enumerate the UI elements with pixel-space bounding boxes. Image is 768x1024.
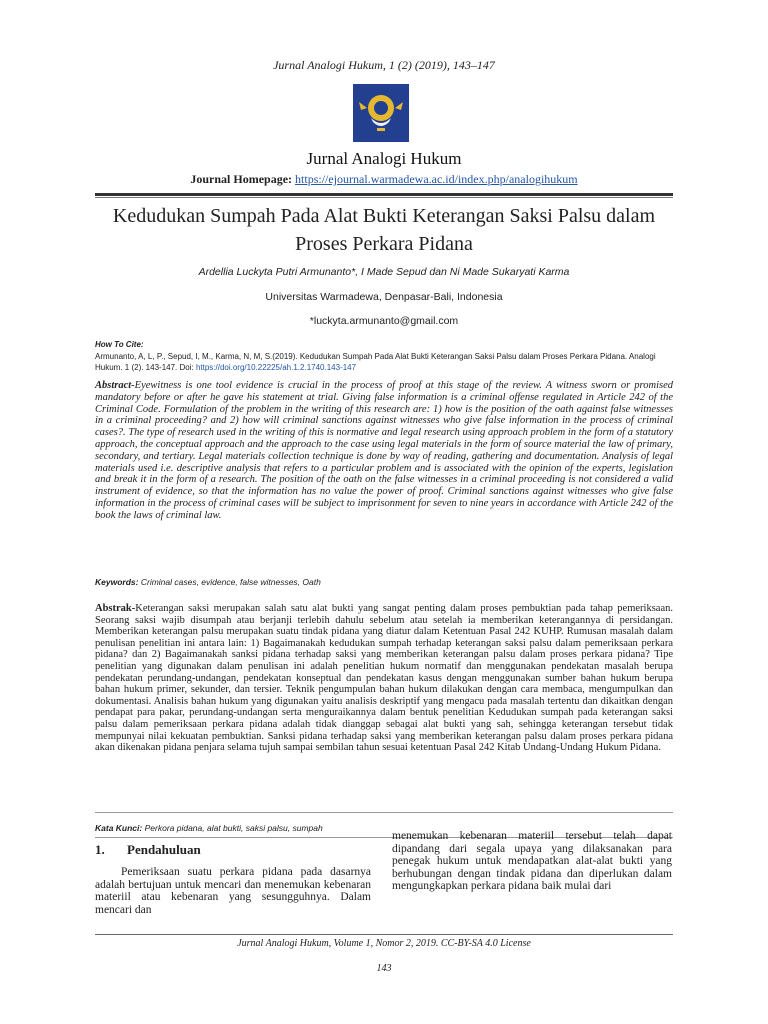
abstract-label: Abstract- [95,380,135,391]
keywords [95,577,321,587]
emblem-icon [353,84,409,142]
kata-kunci-divider-top [95,812,673,813]
page-number: 143 [376,963,392,974]
journal-name: Jurnal Analogi Hukum [306,149,462,168]
body-right-column: menemukan kebenaran materiil tersebut telah dapat dipandang dari segala upaya yang dilaksanakan para penegak hukum untuk mendapatkan alat-alat bukti yang berhubungan dengan tindak pidana dan diperlukan dalam mengungkapkan perkara pidana baik mulai dari [392,830,672,893]
running-head: Jurnal Analogi Hukum, 1 (2) (2019), 143–147 [273,58,495,72]
abstract-english [95,380,673,522]
doi-link[interactable]: https://doi.org/10.22225/ah.1.2.1740.143-147 [195,363,357,372]
kata-kunci [95,823,323,833]
journal-homepage [0,172,768,187]
footer-text: Jurnal Analogi Hukum, Volume 1, Nomor 2, 2019. CC-BY-SA 4.0 License [237,938,531,949]
homepage-label: Journal Homepage: [190,172,293,186]
article-authors: Ardellia Luckyta Putri Armunanto*, I Made Sepud dan Ni Made Sukaryati Karma [198,266,570,278]
section-title: Pendahuluan [127,842,201,857]
footer-divider [95,934,673,935]
header-divider [95,193,673,196]
section-number: 1. [95,842,105,857]
abstrak-label: Abstrak- [95,603,136,614]
section-heading [95,842,201,858]
journal-logo [353,84,409,142]
kata-kunci-text: Perkora pidana, alat bukti, saksi palsu, sumpah [144,823,323,833]
keywords-label: Keywords: [95,577,139,587]
article-title: Kedudukan Sumpah Pada Alat Bukti Keterangan Saksi Palsu dalam Proses Perkara Pidana [112,205,656,255]
keywords-text: Criminal cases, evidence, false witnesses, Oath [140,577,321,587]
citation [95,351,673,373]
how-to-cite-label: How To Cite: [95,340,144,349]
body-left-column: Pemeriksaan suatu perkara pidana pada dasarnya adalah bertujuan untuk mencari dan menemukan kebenaran materiil atau kebenaran yang sesungguhnya. Dalam mencari dan [95,866,371,916]
kata-kunci-label: Kata Kunci: [95,823,143,833]
citation-text: Armunanto, A, L, P., Sepud, I, M., Karma, N, M, S.(2019). Kedudukan Sumpah Pada Alat Bukti Keterangan Saksi Palsu dalam Proses Perkara Pidana. Analogi Hukum. 1 (2). 143-147. Doi: [95,352,656,372]
abstrak-text: Keterangan saksi merupakan salah satu alat bukti yang sangat penting dalam proses pembuktian pada tahap pemeriksaan. Seorang saksi wajib disumpah atau berjanji terlebih dahulu sebelum atau setelah ia memberikan keterangannya di persidangan. Memberikan keterangan palsu merupakan suatu tindak pidana yang diatur dalam Ketentuan Pasal 242 KUHP. Rumusan masalah dalam penulisan penelitian ini antara lain: 1) Bagaimanakah kedudukan sumpah terhadap keterangan saksi palsu dalam pemeriksaan perkara pidana? dan 2) Bagaimanakah sanksi pidana terhadap saksi yang memberikan keterangan palsu dalam proses perkara pidana? Tipe penelitian yang digunakan dalam penulisan ini adalah penelitian hukum normatif dan menggunakan pendekatan masalah berupa pendekatan perundang-undangan, pendekatan konseptual dan pendekatan kasus dengan menggunakan sumber bahan hukum berupa bahan hukum primer, sekunder, dan tersier. Teknik pengumpulan bahan hukum dilakukan dengan cara membaca, mengumpulkan dan dokumentasi. Analisis bahan hukum yang digunakan yaitu analisis deskriptif yang mengacu pada masalah tertentu dan dikaitkan dengan pendapat para pakar, perundang-undangan serta menguraikannya dalam bentuk penelitian Kedudukan sumpah pada keterangan saksi palsu dalam pemeriksaan perkara pidana adalah tidak dianggap sebagai alat bukti yang sah, sehingga keterangan tersebut tidak mempunyai nilai kekuatan pembuktian. Sanksi pidana terhadap saksi yang memberikan keterangan palsu dalam proses perkara pidana akan dikenakan pidana penjara selama tujuh sampai sembilan tahun sesuai ketentuan Pasal 242 Kitab Undang-Undang Hukum Pidana. [95,603,673,754]
header-divider-thin [95,197,673,198]
author-email[interactable]: *luckyta.armunanto@gmail.com [309,315,459,327]
author-affiliation: Universitas Warmadewa, Denpasar-Bali, Indonesia [265,291,503,303]
abstract-indonesian [95,603,673,754]
abstract-text: Eyewitness is one tool evidence is crucial in the process of proof at this stage of the review. A witness sworn or promised mandatory before or after he gave his statement at trial. Giving false information is a criminal offense regulated in Article 242 of the Criminal Code. Formulation of the problem in the writing of this research are: 1) how is the position of the oath against false witnesses in a criminal proceeding? and 2) how will criminal sanctions against witnesses who give false information in the process of criminal cases?. The type of research used in the writing of this is normative and legal research using approach problem in the form of a statutory approach, the conceptual approach and the approach to the case using legal materials in the form of source material the law of primary, secondary, and tertiary. Legal materials collection technique is done by way of reading, gathering and documentation. Analysis of legal materials used i.e. descriptive analysis that refers to a particular problem and is associated with the opinion of the experts, legislation and break it in the form of a research. The position of the oath on the false witnesses in a criminal proceeding is not considered a valid instrument of evidence, so that the information has no value the power of proof. Criminal sanctions against witnesses who give false information in the process of criminal cases will be subject to imprisonment for seven to nine years in accordance with Article 242 of the book the laws of criminal law. [95,380,673,521]
homepage-link[interactable]: https://ejournal.warmadewa.ac.id/index.php/analogihukum [295,172,578,186]
